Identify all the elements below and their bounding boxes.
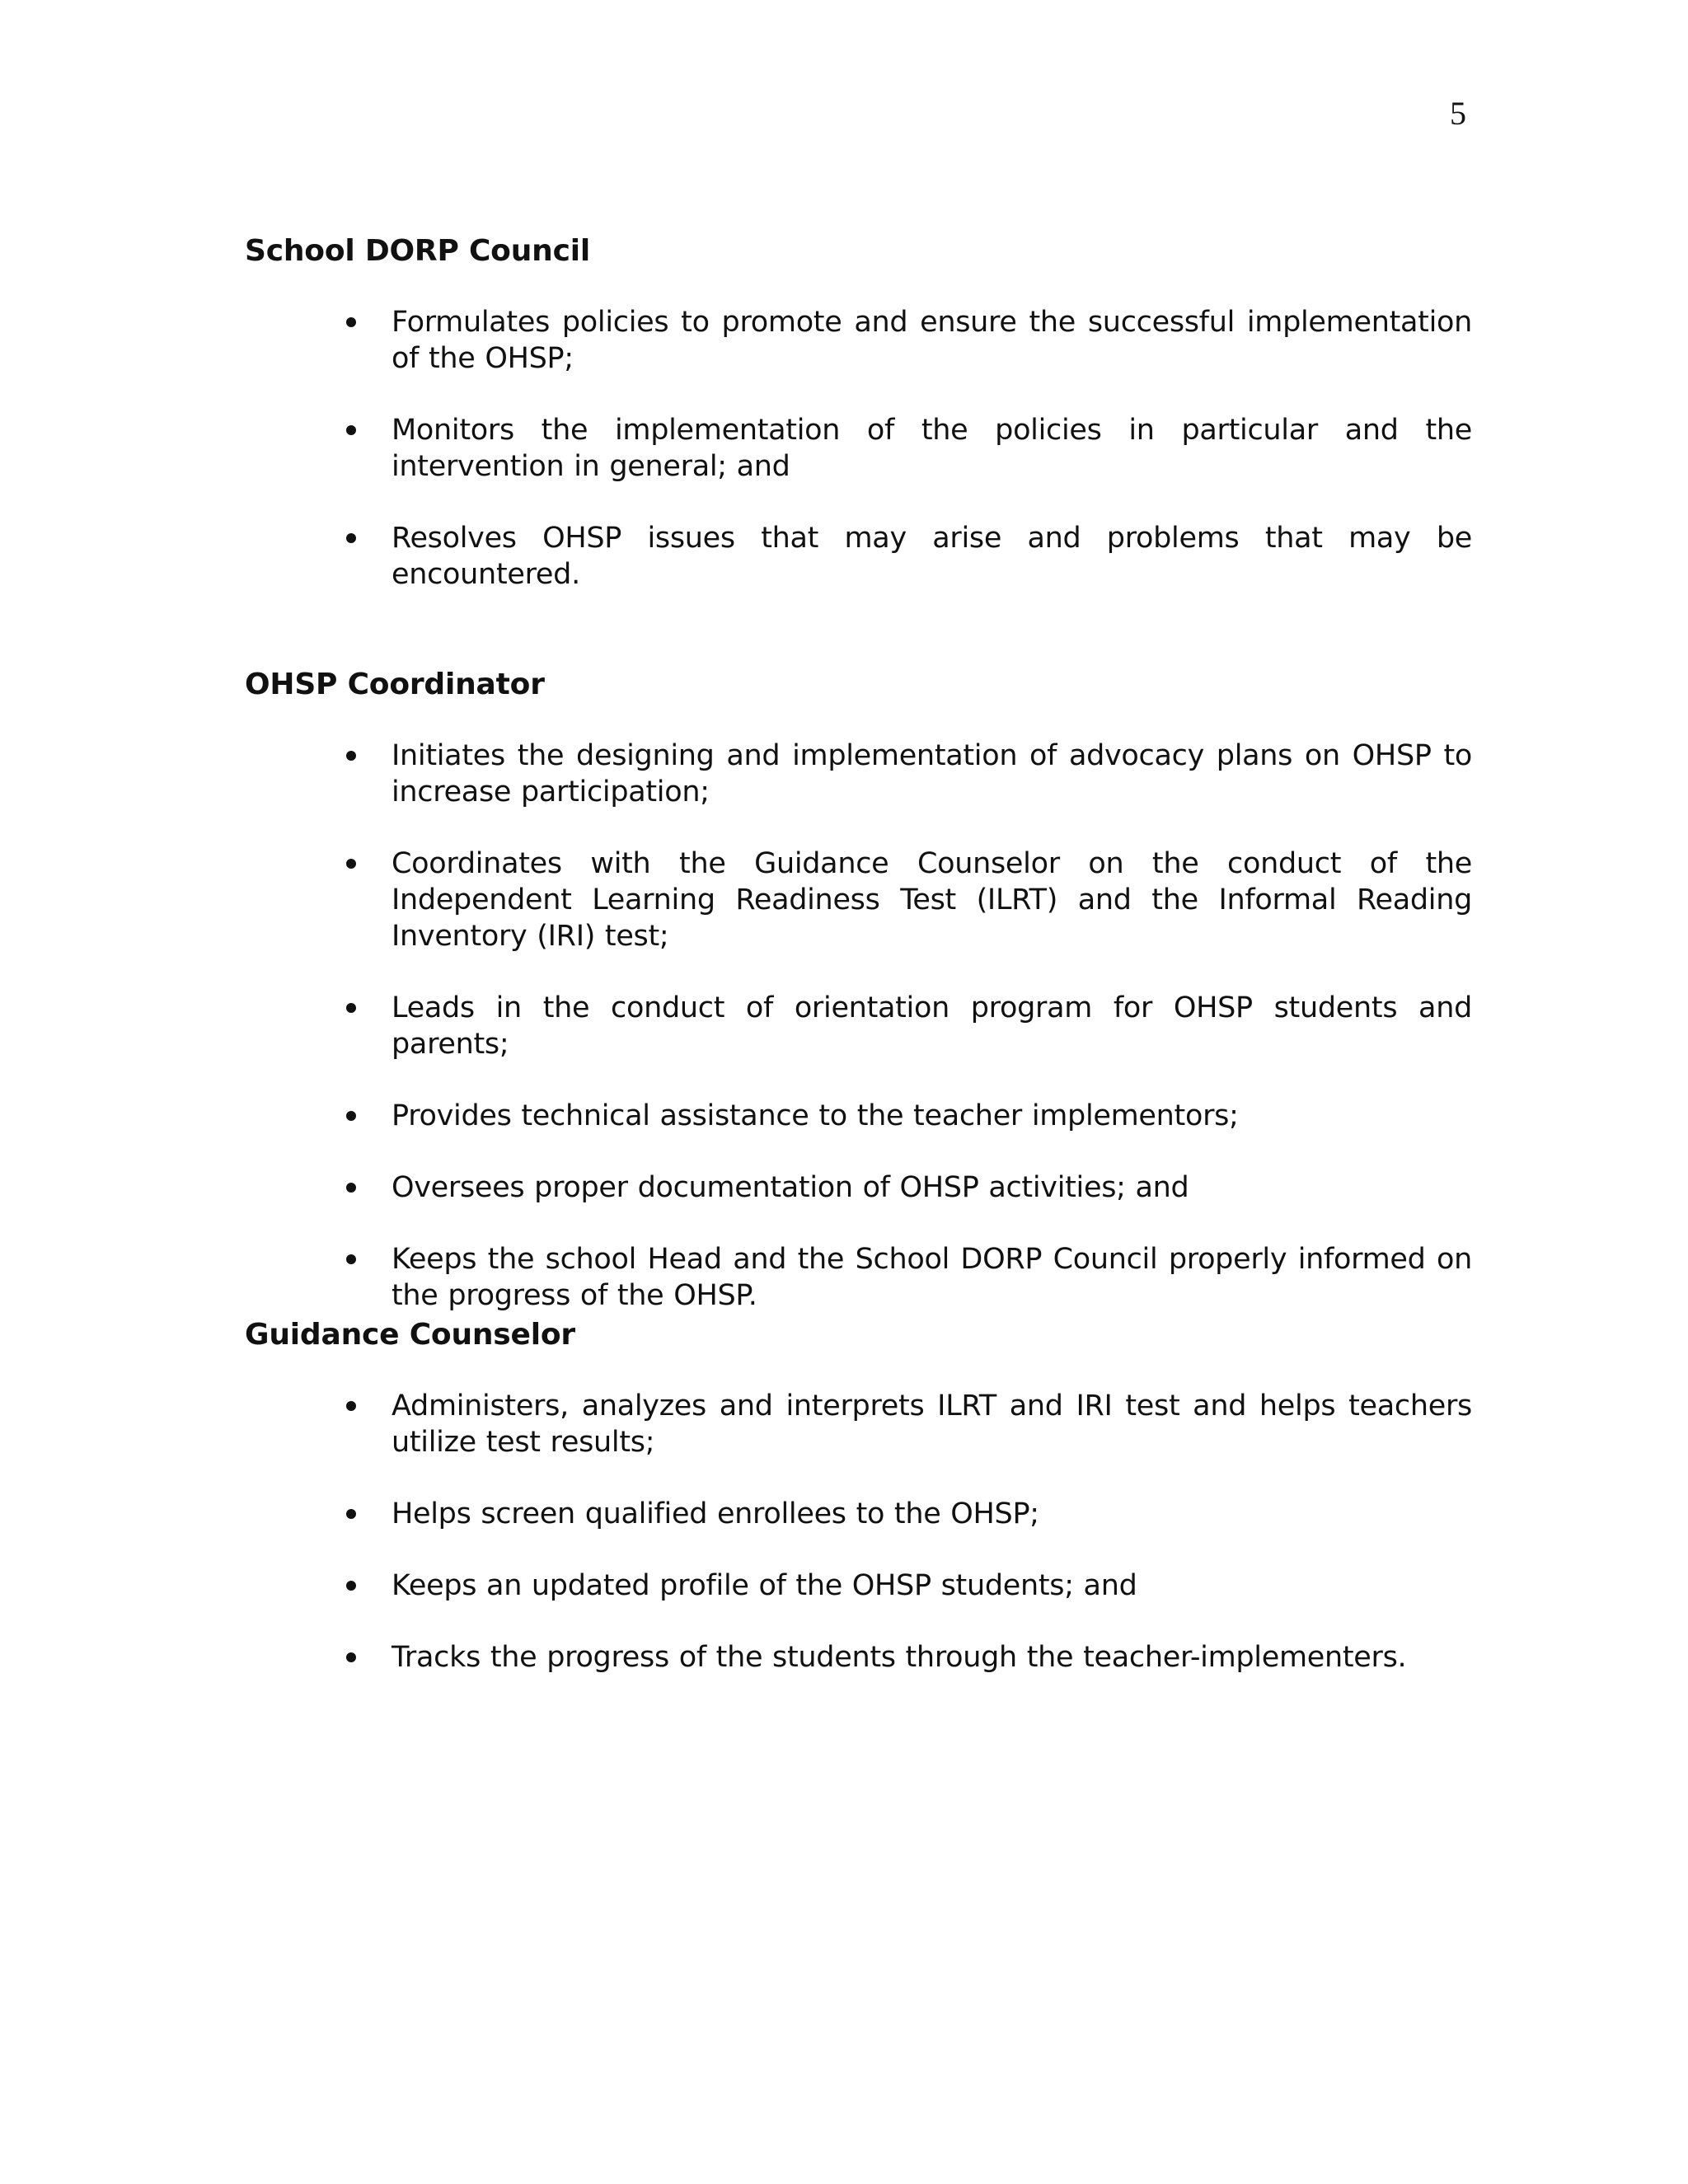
list-item bbox=[245, 304, 1472, 377]
list-item-text: Oversees proper documentation of OHSP activities; and bbox=[392, 1171, 1189, 1204]
list-item-text: Leads in the conduct of orientation program for OHSP students and parents; bbox=[392, 991, 1472, 1061]
list-item bbox=[245, 1241, 1472, 1314]
bullet-icon bbox=[346, 1003, 356, 1013]
bullet-list bbox=[245, 738, 1472, 1314]
list-item-text: Coordinates with the Guidance Counselor on the conduct of the Independent Learning Readiness Test (ILRT) and the Informal Reading Inventory (IRI) test; bbox=[392, 847, 1472, 953]
bullet-icon bbox=[346, 1509, 356, 1519]
bullet-icon bbox=[346, 751, 356, 761]
list-item-text: Resolves OHSP issues that may arise and problems that may be encountered. bbox=[392, 522, 1472, 591]
bullet-icon bbox=[346, 1183, 356, 1193]
list-item bbox=[245, 1169, 1472, 1206]
list-item bbox=[245, 738, 1472, 810]
list-item bbox=[245, 1496, 1472, 1532]
list-item-text: Formulates policies to promote and ensure the successful implementation of the OHSP; bbox=[392, 306, 1472, 375]
bullet-list bbox=[245, 1388, 1472, 1675]
list-item-text: Tracks the progress of the students through the teacher-implementers. bbox=[392, 1641, 1407, 1674]
bullet-icon bbox=[346, 1581, 356, 1591]
list-item bbox=[245, 1098, 1472, 1134]
list-item-text: Keeps the school Head and the School DORP Council properly informed on the progress of the OHSP. bbox=[392, 1243, 1472, 1312]
list-item bbox=[245, 1639, 1472, 1675]
list-item bbox=[245, 990, 1472, 1062]
bullet-icon bbox=[346, 1111, 356, 1121]
list-item-text: Keeps an updated profile of the OHSP students; and bbox=[392, 1569, 1137, 1602]
list-item bbox=[245, 412, 1472, 485]
list-item bbox=[245, 846, 1472, 954]
bullet-icon bbox=[346, 425, 356, 435]
list-item-text: Administers, analyzes and interprets ILRT and IRI test and helps teachers utilize test results; bbox=[392, 1390, 1472, 1459]
list-item bbox=[245, 1388, 1472, 1460]
list-item-text: Monitors the implementation of the policies in particular and the intervention in general; and bbox=[392, 414, 1472, 483]
list-item-text: Provides technical assistance to the teacher implementors; bbox=[392, 1099, 1239, 1132]
list-item bbox=[245, 1568, 1472, 1604]
section-school-dorp-council bbox=[245, 233, 1472, 593]
section-heading: OHSP Coordinator bbox=[245, 668, 545, 701]
section-heading: School DORP Council bbox=[245, 234, 590, 268]
bullet-icon bbox=[346, 859, 356, 869]
list-item-text: Initiates the designing and implementation of advocacy plans on OHSP to increase participation; bbox=[392, 739, 1472, 808]
section-guidance-counselor bbox=[245, 1317, 1472, 1675]
bullet-icon bbox=[346, 533, 356, 543]
bullet-icon bbox=[346, 1652, 356, 1662]
section-ohsp-coordinator bbox=[245, 667, 1472, 1314]
bullet-icon bbox=[346, 317, 356, 327]
list-item-text: Helps screen qualified enrollees to the OHSP; bbox=[392, 1497, 1039, 1530]
bullet-icon bbox=[346, 1254, 356, 1264]
bullet-icon bbox=[346, 1401, 356, 1411]
bullet-list bbox=[245, 304, 1472, 593]
list-item bbox=[245, 520, 1472, 593]
section-heading: Guidance Counselor bbox=[245, 1318, 575, 1352]
page-number: 5 bbox=[1450, 95, 1466, 132]
